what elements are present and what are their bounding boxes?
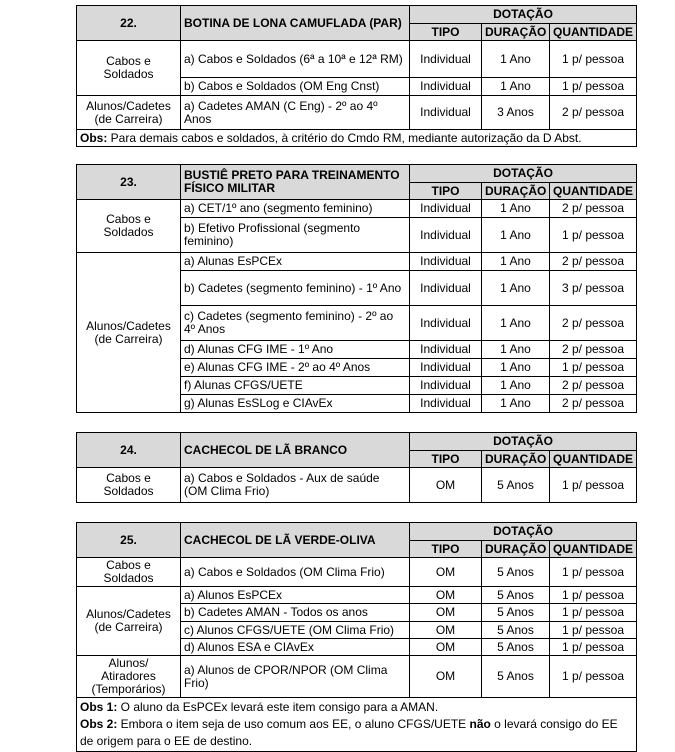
header-dotacao: DOTAÇÃO — [410, 433, 637, 451]
group-label: Cabos e Soldados — [77, 200, 181, 253]
quantidade-cell: 2 p/ pessoa — [550, 200, 637, 218]
group-label: Cabos e Soldados — [77, 468, 181, 503]
item-number: 24. — [77, 433, 181, 468]
duracao-cell: 5 Anos — [482, 558, 550, 587]
item-desc: a) Alunos de CPOR/NPOR (OM Clima Frio) — [181, 656, 410, 698]
item-number: 25. — [77, 523, 181, 558]
duracao-cell: 1 Ano — [482, 218, 550, 253]
item-desc: a) Alunos EsPCEx — [181, 587, 410, 604]
quantidade-cell: 1 p/ pessoa — [550, 41, 637, 78]
duracao-cell: 1 Ano — [482, 359, 550, 377]
group-label: Alunos/Cadetes (de Carreira) — [77, 253, 181, 413]
item-desc: a) CET/1º ano (segmento feminino) — [181, 200, 410, 218]
table-item-24 — [76, 432, 637, 503]
table-row — [77, 656, 637, 698]
duracao-cell: 5 Anos — [482, 622, 550, 639]
item-desc: a) Cabos e Soldados - Aux de saúde (OM Clima Frio) — [181, 468, 410, 503]
duracao-cell: 1 Ano — [482, 395, 550, 413]
duracao-cell: 3 Anos — [482, 96, 550, 130]
obs-text: Para demais cabos e soldados, à critério do Cmdo RM, mediante autorização da D Abst. — [107, 130, 582, 145]
tipo-cell: Individual — [410, 359, 482, 377]
item-desc: b) Cadetes AMAN - Todos os anos — [181, 604, 410, 622]
table-item-22 — [76, 5, 637, 147]
duracao-cell: 5 Anos — [482, 656, 550, 698]
obs-1-text: O aluno da EsPCEx levará este item consigo para a AMAN. — [117, 700, 439, 714]
duracao-cell: 5 Anos — [482, 604, 550, 622]
table-row — [77, 41, 637, 78]
item-desc: b) Efetivo Profissional (segmento feminino) — [181, 218, 410, 253]
tipo-cell: OM — [410, 604, 482, 622]
quantidade-cell: 1 p/ pessoa — [550, 558, 637, 587]
tipo-cell: OM — [410, 656, 482, 698]
group-label: Cabos e Soldados — [77, 41, 181, 96]
tipo-cell: Individual — [410, 341, 482, 359]
quantidade-cell: 2 p/ pessoa — [550, 341, 637, 359]
obs-1 — [80, 699, 633, 716]
quantidade-cell: 1 p/ pessoa — [550, 78, 637, 96]
quantidade-cell: 1 p/ pessoa — [550, 359, 637, 377]
duracao-cell: 1 Ano — [482, 200, 550, 218]
duracao-cell: 1 Ano — [482, 306, 550, 341]
tipo-cell: Individual — [410, 200, 482, 218]
table-row — [77, 200, 637, 218]
duracao-cell: 1 Ano — [482, 253, 550, 271]
item-desc: b) Cadetes (segmento feminino) - 1º Ano — [181, 271, 410, 306]
quantidade-cell: 2 p/ pessoa — [550, 96, 637, 130]
obs-2-bold: não — [469, 717, 491, 731]
item-number: 23. — [77, 165, 181, 200]
item-desc: b) Cabos e Soldados (OM Eng Cnst) — [181, 78, 410, 96]
item-desc: d) Alunos ESA e CIAvEx — [181, 639, 410, 656]
item-desc: c) Alunos CFGS/UETE (OM Clima Frio) — [181, 622, 410, 639]
item-number: 22. — [77, 6, 181, 41]
header-quantidade: QUANTIDADE — [550, 24, 637, 41]
tipo-cell: Individual — [410, 218, 482, 253]
item-desc: a) Cadetes AMAN (C Eng) - 2º ao 4º Anos — [181, 96, 410, 130]
item-desc: a) Cabos e Soldados (6ª a 10ª e 12ª RM) — [181, 41, 410, 78]
quantidade-cell: 1 p/ pessoa — [550, 468, 637, 503]
item-desc: a) Alunas EsPCEx — [181, 253, 410, 271]
tipo-cell: OM — [410, 587, 482, 604]
duracao-cell: 5 Anos — [482, 639, 550, 656]
quantidade-cell: 2 p/ pessoa — [550, 253, 637, 271]
item-title: CACHECOL DE LÃ BRANCO — [181, 433, 410, 468]
item-desc: a) Cabos e Soldados (OM Clima Frio) — [181, 558, 410, 587]
table-row — [77, 96, 637, 130]
tipo-cell: OM — [410, 468, 482, 503]
quantidade-cell: 2 p/ pessoa — [550, 377, 637, 395]
obs-note — [77, 130, 637, 147]
header-duracao: DURAÇÃO — [482, 24, 550, 41]
group-label: Cabos e Soldados — [77, 558, 181, 587]
table-row — [77, 253, 637, 271]
tipo-cell: OM — [410, 639, 482, 656]
duracao-cell: 5 Anos — [482, 468, 550, 503]
item-title: BOTINA DE LONA CAMUFLADA (PAR) — [181, 6, 410, 41]
duracao-cell: 1 Ano — [482, 41, 550, 78]
tipo-cell: Individual — [410, 306, 482, 341]
item-desc: e) Alunas CFG IME - 2º ao 4º Anos — [181, 359, 410, 377]
header-tipo: TIPO — [410, 24, 482, 41]
tipo-cell: OM — [410, 622, 482, 639]
group-label: Alunos/Cadetes (de Carreira) — [77, 587, 181, 656]
table-item-25 — [76, 522, 637, 752]
item-desc: g) Alunas EsSLog e CIAvEx — [181, 395, 410, 413]
item-desc: c) Cadetes (segmento feminino) - 2º ao 4º Anos — [181, 306, 410, 341]
header-tipo: TIPO — [410, 541, 482, 558]
quantidade-cell: 3 p/ pessoa — [550, 271, 637, 306]
header-tipo: TIPO — [410, 451, 482, 468]
tipo-cell: Individual — [410, 253, 482, 271]
table-row — [77, 468, 637, 503]
tipo-cell: Individual — [410, 395, 482, 413]
header-dotacao: DOTAÇÃO — [410, 523, 637, 541]
obs-2-label: Obs 2: — [80, 717, 118, 731]
header-duracao: DURAÇÃO — [482, 451, 550, 468]
item-desc: f) Alunas CFGS/UETE — [181, 377, 410, 395]
table-item-23 — [76, 164, 637, 413]
item-title: BUSTIÊ PRETO PARA TREINAMENTO FÍSICO MILITAR — [181, 165, 410, 200]
duracao-cell: 1 Ano — [482, 341, 550, 359]
table-row — [77, 587, 637, 604]
header-dotacao: DOTAÇÃO — [410, 165, 637, 183]
quantidade-cell: 1 p/ pessoa — [550, 639, 637, 656]
group-label: Alunos/Cadetes (de Carreira) — [77, 96, 181, 130]
tipo-cell: OM — [410, 558, 482, 587]
header-duracao: DURAÇÃO — [482, 541, 550, 558]
obs-label: Obs: — [80, 130, 108, 145]
obs-note — [77, 698, 637, 752]
duracao-cell: 5 Anos — [482, 587, 550, 604]
tipo-cell: Individual — [410, 41, 482, 78]
quantidade-cell: 1 p/ pessoa — [550, 587, 637, 604]
obs-2-text-b: o levará consigo do EE de origem para o EE de destino. — [80, 717, 618, 748]
obs-1-label: Obs 1: — [80, 700, 118, 714]
group-label: Alunos/ Atiradores (Temporários) — [77, 656, 181, 698]
tipo-cell: Individual — [410, 271, 482, 306]
tipo-cell: Individual — [410, 96, 482, 130]
tipo-cell: Individual — [410, 377, 482, 395]
table-row — [77, 558, 637, 587]
obs-2-text-a: Embora o item seja de uso comum aos EE, o aluno CFGS/UETE — [117, 717, 470, 731]
header-dotacao: DOTAÇÃO — [410, 6, 637, 24]
obs-2 — [80, 716, 633, 750]
header-quantidade: QUANTIDADE — [550, 451, 637, 468]
quantidade-cell: 1 p/ pessoa — [550, 656, 637, 698]
quantidade-cell: 1 p/ pessoa — [550, 622, 637, 639]
header-quantidade: QUANTIDADE — [550, 541, 637, 558]
tipo-cell: Individual — [410, 78, 482, 96]
quantidade-cell: 2 p/ pessoa — [550, 306, 637, 341]
item-title: CACHECOL DE LÃ VERDE-OLIVA — [181, 523, 410, 558]
duracao-cell: 1 Ano — [482, 78, 550, 96]
quantidade-cell: 1 p/ pessoa — [550, 604, 637, 622]
item-desc: d) Alunas CFG IME - 1º Ano — [181, 341, 410, 359]
quantidade-cell: 2 p/ pessoa — [550, 395, 637, 413]
header-quantidade: QUANTIDADE — [550, 183, 637, 200]
duracao-cell: 1 Ano — [482, 377, 550, 395]
header-tipo: TIPO — [410, 183, 482, 200]
header-duracao: DURAÇÃO — [482, 183, 550, 200]
duracao-cell: 1 Ano — [482, 271, 550, 306]
quantidade-cell: 1 p/ pessoa — [550, 218, 637, 253]
